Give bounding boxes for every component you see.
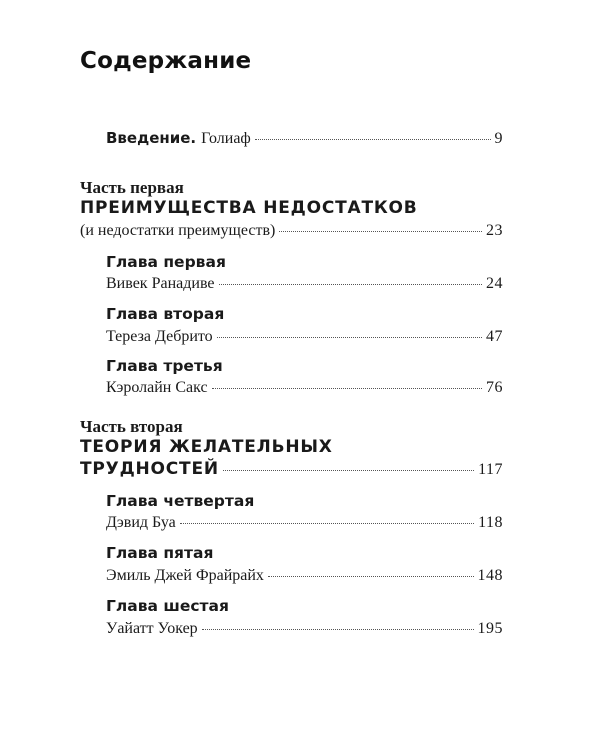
toc-entry-chapter[interactable] bbox=[106, 566, 503, 586]
chapter-name: Уайатт Уокер bbox=[106, 620, 198, 637]
dot-leader bbox=[219, 284, 483, 285]
page-number: 148 bbox=[477, 567, 503, 584]
dot-leader bbox=[212, 388, 482, 389]
page-number: 118 bbox=[478, 514, 503, 531]
part-subtitle: (и недостатки преимуществ) bbox=[80, 222, 276, 239]
toc-entry-chapter[interactable] bbox=[106, 274, 503, 294]
chapter-label: Глава четвертая bbox=[106, 492, 255, 510]
chapter-label: Глава пятая bbox=[106, 544, 214, 562]
page-number: 195 bbox=[477, 620, 503, 637]
dot-leader bbox=[217, 337, 482, 338]
toc-entry-chapter[interactable] bbox=[106, 378, 503, 398]
chapter-label: Глава третья bbox=[106, 357, 223, 375]
toc-entry-part1[interactable] bbox=[80, 221, 503, 241]
chapter-name: Эмиль Джей Фрайрайх bbox=[106, 567, 264, 584]
page-number: 76 bbox=[486, 379, 503, 396]
page-number: 47 bbox=[486, 328, 503, 345]
dot-leader bbox=[268, 576, 474, 577]
part-label: Часть вторая bbox=[80, 417, 183, 436]
intro-name: Голиаф bbox=[201, 130, 251, 147]
chapter-name: Вивек Ранадиве bbox=[106, 275, 215, 292]
page-number: 23 bbox=[486, 222, 503, 239]
toc-entry-chapter[interactable] bbox=[106, 513, 503, 533]
toc-entry-chapter[interactable] bbox=[106, 619, 503, 639]
part-title: ПРЕИМУЩЕСТВА НЕДОСТАТКОВ bbox=[80, 198, 418, 218]
dot-leader bbox=[223, 470, 474, 471]
part-label: Часть первая bbox=[80, 178, 184, 197]
intro-label: Введение. bbox=[106, 129, 197, 147]
part-title: ТЕОРИЯ ЖЕЛАТЕЛЬНЫХ bbox=[80, 437, 333, 457]
toc-entry-intro[interactable] bbox=[106, 128, 503, 149]
chapter-label: Глава вторая bbox=[106, 305, 225, 323]
toc-entry-part2[interactable] bbox=[80, 458, 503, 480]
dot-leader bbox=[202, 629, 474, 630]
page-title: Содержание bbox=[80, 48, 252, 74]
dot-leader bbox=[180, 523, 474, 524]
toc-entry-chapter[interactable] bbox=[106, 327, 503, 347]
chapter-name: Дэвид Буа bbox=[106, 514, 176, 531]
dot-leader bbox=[279, 231, 482, 232]
chapter-label: Глава шестая bbox=[106, 597, 229, 615]
dot-leader bbox=[255, 139, 491, 140]
chapter-name: Кэролайн Сакс bbox=[106, 379, 208, 396]
part-title-line2: ТРУДНОСТЕЙ bbox=[80, 459, 219, 479]
chapter-label: Глава первая bbox=[106, 253, 226, 271]
page-number: 24 bbox=[486, 275, 503, 292]
chapter-name: Тереза Дебрито bbox=[106, 328, 213, 345]
page-number: 117 bbox=[478, 461, 503, 478]
page-number: 9 bbox=[494, 130, 503, 147]
